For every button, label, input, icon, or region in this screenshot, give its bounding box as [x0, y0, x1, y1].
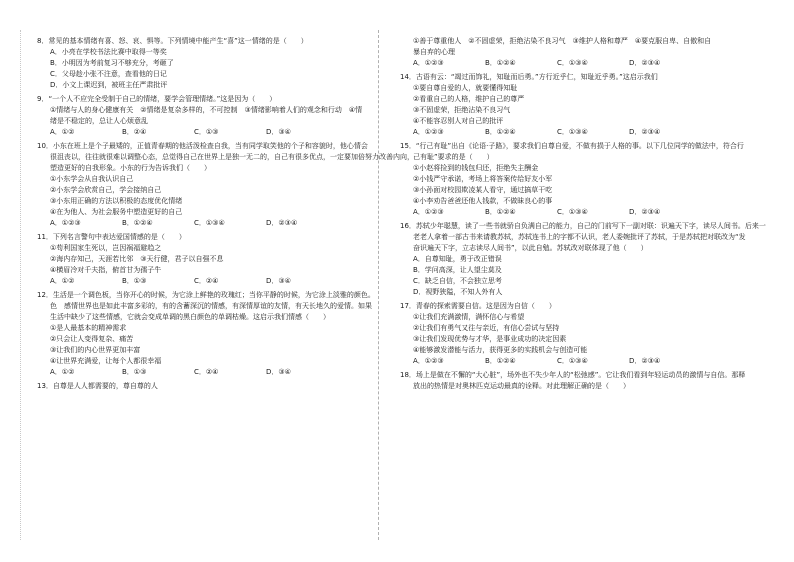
statement-1: ①是人最基本的精神需求 [50, 324, 127, 332]
statement-3: ③小孙面对校园欺凌某人看守，通过搞草干吃 [413, 186, 553, 194]
question-stem: 18．场上是做在不懈的“大心脏”，场外也不失少年人的“松弛感”。它让我们看到年轻运动员的激情与自信。那释 [400, 371, 746, 379]
statement-3: ③不固虚荣，拒绝沾染不良习气 [413, 106, 511, 114]
statement-2: ②让我们有勇气又往与亲近，有信心尝试与坚持 [413, 324, 560, 332]
statement-3: ④横眉冷对千夫指，俯首甘为孺子牛 [50, 266, 162, 274]
question-stem-line: 老老人拿着一部古书来请教苏轼，苏轼连书上的字都不认识，老人委婉批评了苏轼，于是苏轼把对联改为“发 [413, 233, 746, 241]
choice-a: A．①②③ [413, 59, 444, 67]
choice-a: A．①② [50, 368, 75, 376]
option-d: D．小文上课迟到，被班主任严肃批评 [50, 81, 168, 89]
statement-1: ①小东学会从自我认识自己 [50, 175, 134, 183]
question-stem: 15．“行己有耻”出自《论语·子路》，要求我们自尊自爱，不做有损于人格的事。以下几位同学的做法中，符合行 [400, 142, 744, 150]
choice-b: B．②④ [122, 128, 147, 136]
choice-d: D．③④ [266, 128, 291, 136]
question-12 [37, 290, 375, 378]
question-15 [400, 141, 758, 218]
option-d: D．视野狭隘，不知人外有人 [413, 288, 503, 296]
answer-choices [37, 127, 365, 138]
statement-2: ②看重自己的人格，维护自己的尊严 [413, 95, 525, 103]
question-stem: 16．苏轼少年聪慧，读了一些书就骄自负满自己的能力，自己的门前写下一副对联：识遍天下字，读尽人间书。后来一 [400, 222, 766, 230]
choice-c: C．②④ [194, 368, 219, 376]
left-column [37, 36, 414, 395]
choice-b: B．①②④ [485, 59, 516, 67]
question-stem-line: 塑造更好的自我形象。小东的行为告诉我们（ ） [50, 164, 211, 172]
choice-a: A．①②③ [413, 208, 444, 216]
question-13-continued [400, 36, 758, 69]
question-stem-line: 很沮丧以，往往就很难以调整心态，总觉得自己在世界上是独一无二的，自己有很多优点，一定要加倍努力改善内向， [50, 153, 414, 161]
choice-c: C．①③④ [557, 357, 588, 365]
question-18 [400, 370, 758, 392]
question-8 [37, 36, 365, 91]
question-11 [37, 232, 365, 287]
choice-a: A．①② [50, 128, 75, 136]
question-stem: 8．常见的基本情绪有喜、怒、哀、惧等。下列情境中能产生“喜”这一情绪的是（ ） [37, 37, 308, 45]
statement-1: ①苟利国家生死以，岂因祸福避趋之 [50, 244, 162, 252]
binding-margin-line [20, 30, 21, 540]
choice-a: A．①②③ [413, 357, 444, 365]
choice-d: D．③④ [266, 368, 291, 376]
choice-d: D．②③④ [629, 128, 661, 136]
choice-b: B．①②④ [485, 128, 516, 136]
statement-3: ③让我们的内心世界更加丰富 [50, 346, 141, 354]
choice-b: B．①②④ [485, 208, 516, 216]
statement-4: ④在为他人、为社会服务中塑造更好的自己 [50, 208, 183, 216]
choice-c: C．①③④ [557, 59, 588, 67]
answer-choices [37, 218, 365, 229]
statement-2: ②只会让人变得复杂、痛苦 [50, 335, 134, 343]
answer-choices [400, 58, 758, 69]
question-13 [37, 381, 365, 392]
statement-line: 暴自弃的心理 [413, 48, 455, 56]
choice-d: D．②③④ [266, 219, 298, 227]
statement-3: ③让我们发现优势与才华，是事业成功的决定因素 [413, 335, 567, 343]
question-stem: 9．“一个人不应完全受制于自己的情绪，要学会管理情绪。”这是因为（ ） [37, 95, 277, 103]
statement-2: ②小钱严守承诺，考场上将答案传给好友小军 [413, 175, 553, 183]
option-b: B．小明因为考前复习不够充分，考砸了 [50, 59, 174, 67]
statement-4: ④小李劝告爸爸还他人钱款，不做昧良心的事 [413, 197, 553, 205]
question-stem: 11．下列名言警句中表达爱国情感的是（ ） [37, 233, 186, 241]
option-c: C．缺乏自信，不会独立思考 [413, 277, 502, 285]
choice-c: C．②④ [194, 277, 219, 285]
question-stem: 12．生活是一个调色板，当你开心的时候，为它涂上鲜艳的玫瑰红；当你平静的时候，为它涂上淡雅的颜色。 [37, 291, 375, 299]
option-c: C．父母趁小张不注意，查看他的日记 [50, 70, 167, 78]
choice-d: D．②③④ [629, 357, 661, 365]
choice-b: B．①③ [122, 277, 147, 285]
choice-b: B．①③ [122, 368, 147, 376]
option-a: A．自尊知耻，勇于改正错误 [413, 255, 502, 263]
statement-3: ③小东用正确的方法以积极的态度优化情绪 [50, 197, 183, 205]
question-stem: 13．自尊是人人都需要的，尊自尊的人 [37, 382, 158, 390]
statement-1: ①让我们充满激情，满怀信心与希望 [413, 313, 525, 321]
question-9 [37, 94, 365, 138]
answer-choices [400, 127, 758, 138]
question-14 [400, 72, 758, 138]
statement-4: ④不能容忍别人对自己的批评 [413, 117, 504, 125]
question-16 [400, 221, 766, 298]
choice-d: D．③④ [266, 277, 291, 285]
question-stem: 17．青春的探索需要自信。这是因为自信（ ） [400, 302, 556, 310]
question-stem-line: 生活中缺少了这些情感，它就会变成单调的黑白颜色的单调枯燥。这启示我们情感（ ） [50, 313, 330, 321]
choice-a: A．①②③ [413, 128, 444, 136]
statement-4: ④能够激发潜能与活力，获得更多的实践机会与创造可能 [413, 346, 588, 354]
right-column [400, 36, 766, 395]
question-stem-line: 绪是不稳定的，总让人心烦意乱 [50, 117, 148, 125]
statement-2: ②小东学会欣赏自己，学会接纳自己 [50, 186, 162, 194]
column-divider [378, 30, 379, 540]
statement-1: ①要自尊自爱的人，就要懂得知耻 [413, 84, 518, 92]
statement-line: ①善于尊重他人 ②不固虚荣，拒绝沾染不良习气 ③维护人格和尊严 ④要克服自卑、自傲和自 [413, 37, 712, 45]
choice-d: D．②③④ [629, 208, 661, 216]
answer-choices [37, 367, 365, 378]
question-stem: 14．古语有云：“竭过而饰礼，知耻而后勇。”方行近乎仁，知耻近乎勇。”这启示我们 [400, 73, 658, 81]
choice-c: C．①③④ [194, 219, 225, 227]
choice-c: C．①③④ [557, 128, 588, 136]
choice-a: A．①②③ [50, 219, 81, 227]
answer-choices [400, 356, 758, 367]
choice-b: B．①②④ [122, 219, 153, 227]
question-stem-line: 色 感情世界也是如此丰富多彩的，有的含蓄深沉的情感，有深情厚谊的友情，有天长地久的爱情。如果 [50, 302, 372, 310]
question-stem-line: 放出的热情是对奥林匹克运动最真的诠释。对此理解正确的是（ ） [413, 382, 630, 390]
choice-d: D．②③④ [629, 59, 661, 67]
answer-choices [37, 276, 365, 287]
question-17 [400, 301, 758, 367]
question-stem-line: 己有耻”要求的是（ ） [413, 153, 494, 161]
statement-4: ④让世界充满爱，让每个人都很幸福 [50, 357, 162, 365]
choice-c: C．①③ [194, 128, 219, 136]
option-a: A．小亮在学校书法比赛中取得一等奖 [50, 48, 167, 56]
statement-1: ①小赵将捡到的钱包归还，拒绝失主酬金 [413, 164, 539, 172]
question-stem-line: 奋识遍天下字，立志读尽人间书”，以此自勉。苏轼改对联体现了他（ ） [413, 244, 648, 252]
answer-choices [400, 207, 758, 218]
choice-b: B．①②④ [485, 357, 516, 365]
question-stem: 10．小东在班上是个子最矮的，正值青春期的他活泼检查自我，当有同学取笑他的个子和容貌时，他心情会 [37, 142, 368, 150]
question-10 [37, 141, 414, 229]
question-stem-line: ①情绪与人的身心健康有关 ②情绪是复杂多样的，不可控制 ③情绪影响着人们的观念和行动 ④情 [50, 106, 363, 114]
option-b: B．学问高深，让人望尘莫及 [413, 266, 502, 274]
statement-2: ②海内存知己，天涯若比邻 ③天行健，君子以自强不息 [50, 255, 224, 263]
choice-a: A．①② [50, 277, 75, 285]
choice-c: C．①③④ [557, 208, 588, 216]
